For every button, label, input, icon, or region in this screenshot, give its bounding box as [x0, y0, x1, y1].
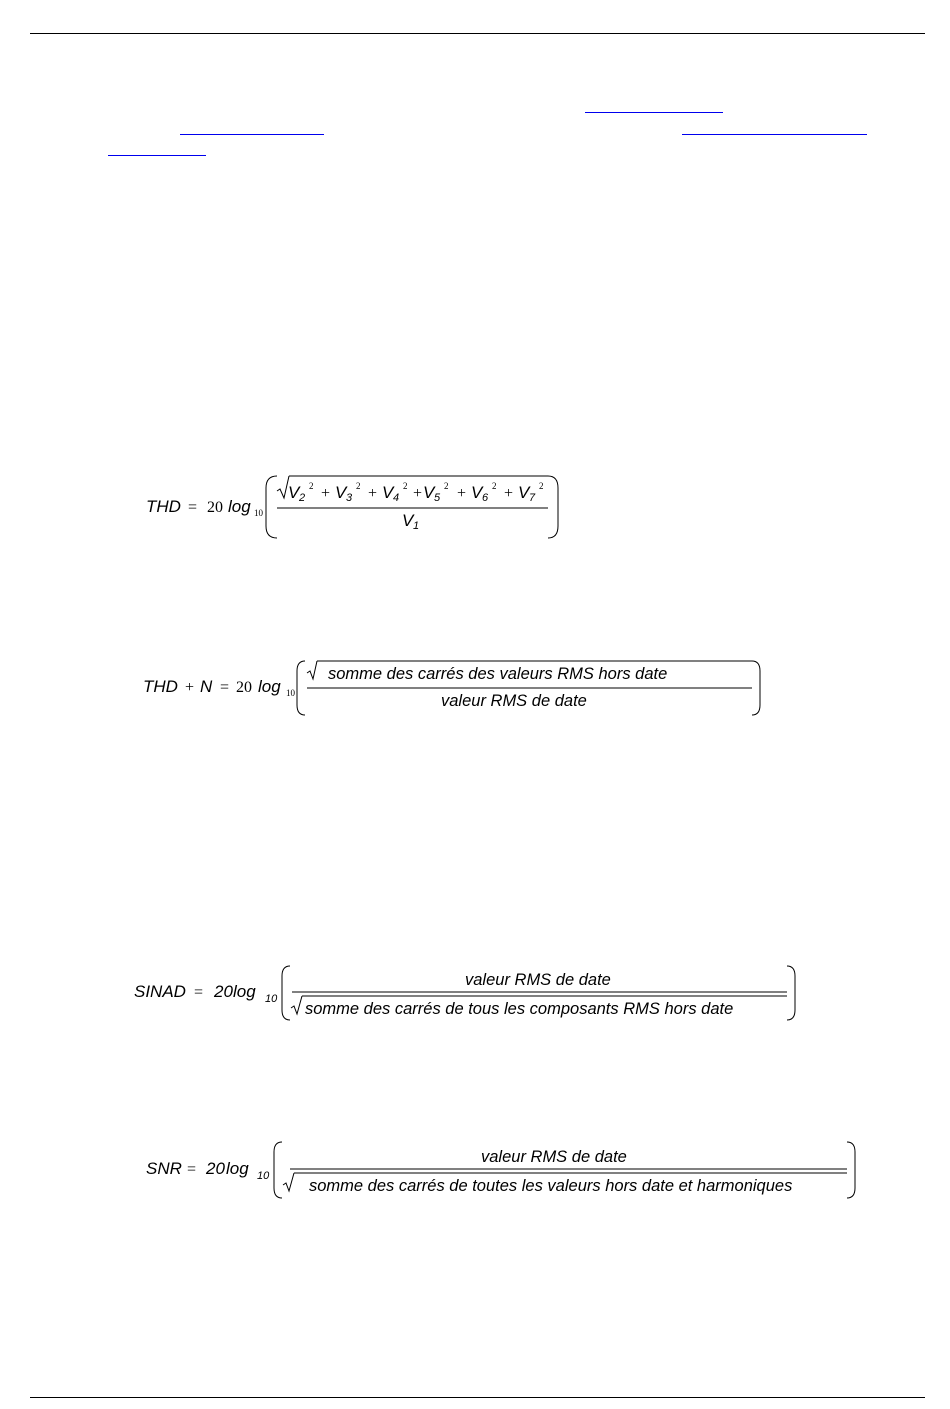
- thdn-log: log: [258, 677, 281, 696]
- thd-term-v3: V: [335, 483, 347, 502]
- thd-denominator: V: [402, 511, 414, 530]
- snr-left-paren: [274, 1142, 282, 1198]
- thd-plus-1: +: [321, 485, 331, 502]
- snr-right-paren: [847, 1142, 855, 1198]
- sinad-left-paren: [282, 966, 290, 1020]
- snr-sqrt-sign: [283, 1173, 294, 1191]
- sinad-lhs: SINAD: [134, 982, 186, 1001]
- thd-term-v5-exp: 2: [444, 481, 449, 491]
- thd-term-v3-sub: 3: [346, 492, 353, 504]
- thd-term-v2: V: [288, 483, 300, 502]
- sinad-numerator: valeur RMS de date: [465, 971, 611, 989]
- thd-denominator-sub: 1: [413, 520, 420, 532]
- thd-plus-2: +: [368, 485, 378, 502]
- thd-term-v3-exp: 2: [356, 481, 361, 491]
- thd-term-v6-sub: 6: [482, 492, 489, 504]
- snr-coefficient: 20: [206, 1159, 225, 1178]
- thd-coefficient: 20: [207, 499, 223, 516]
- thdn-right-paren: [752, 661, 760, 715]
- thd-term-v7-sub: 7: [529, 492, 536, 504]
- snr-numerator: valeur RMS de date: [481, 1148, 627, 1166]
- thdn-left-paren: [297, 661, 305, 715]
- snr-denominator: somme des carrés de toutes les valeurs hors date et harmoniques: [309, 1177, 793, 1195]
- sinad-sqrt-sign: [291, 996, 302, 1014]
- thd-term-v2-exp: 2: [309, 481, 314, 491]
- header-rule: [30, 33, 925, 34]
- thdn-plus: +: [185, 679, 195, 696]
- thdn-log-base: 10: [286, 688, 295, 698]
- thd-term-v4-sub: 4: [393, 492, 400, 504]
- thd-term-v7-exp: 2: [539, 481, 544, 491]
- sinad-denominator: somme des carrés de tous les composants RMS hors date: [305, 1000, 734, 1018]
- thd-log-base: 10: [254, 508, 263, 518]
- thd-right-paren: [548, 476, 558, 538]
- sinad-equals: =: [194, 984, 204, 1001]
- snr-log-base: 10: [257, 1170, 270, 1182]
- thd-term-v7: V: [518, 483, 530, 502]
- thd-term-v5-sub: 5: [434, 492, 441, 504]
- thdn-n: N: [200, 677, 213, 696]
- thd-term-v6-exp: 2: [492, 481, 497, 491]
- thdn-equals: =: [220, 679, 230, 696]
- thd-term-v5: V: [423, 483, 435, 502]
- sinad-right-paren: [787, 966, 795, 1020]
- snr-log: log: [226, 1159, 249, 1178]
- thd-lhs: THD: [146, 497, 181, 516]
- snr-formula: [140, 1138, 870, 1203]
- thdn-denominator: valeur RMS de date: [441, 692, 587, 710]
- thd-term-v4: V: [382, 483, 394, 502]
- link-underline-4[interactable]: [108, 155, 206, 156]
- thd-plus-3: +: [413, 485, 423, 502]
- thdn-coefficient: 20: [236, 679, 252, 696]
- thd-plus-5: +: [504, 485, 514, 502]
- thdn-formula: [140, 655, 780, 720]
- thd-left-paren: [266, 476, 277, 538]
- thd-log: log: [228, 497, 251, 516]
- link-underline-2[interactable]: [180, 134, 324, 135]
- thdn-numerator: somme des carrés des valeurs RMS hors date: [328, 665, 668, 683]
- sinad-coefficient: 20: [214, 982, 233, 1001]
- thd-equals: =: [188, 499, 198, 516]
- link-underline-1[interactable]: [585, 112, 723, 113]
- thd-term-v6: V: [471, 483, 483, 502]
- thdn-lhs: THD: [143, 677, 178, 696]
- snr-equals: =: [187, 1161, 197, 1178]
- thd-formula: [140, 470, 570, 545]
- thd-term-v2-sub: 2: [299, 492, 306, 504]
- thd-term-v4-exp: 2: [403, 481, 408, 491]
- sinad-log: log: [233, 982, 256, 1001]
- footer-rule: [30, 1397, 925, 1398]
- sinad-log-base: 10: [265, 993, 278, 1005]
- sinad-formula: [130, 960, 810, 1025]
- link-underline-3[interactable]: [682, 134, 867, 135]
- thd-plus-4: +: [457, 485, 467, 502]
- snr-lhs: SNR: [146, 1159, 182, 1178]
- thdn-sqrt-sign: [307, 661, 317, 679]
